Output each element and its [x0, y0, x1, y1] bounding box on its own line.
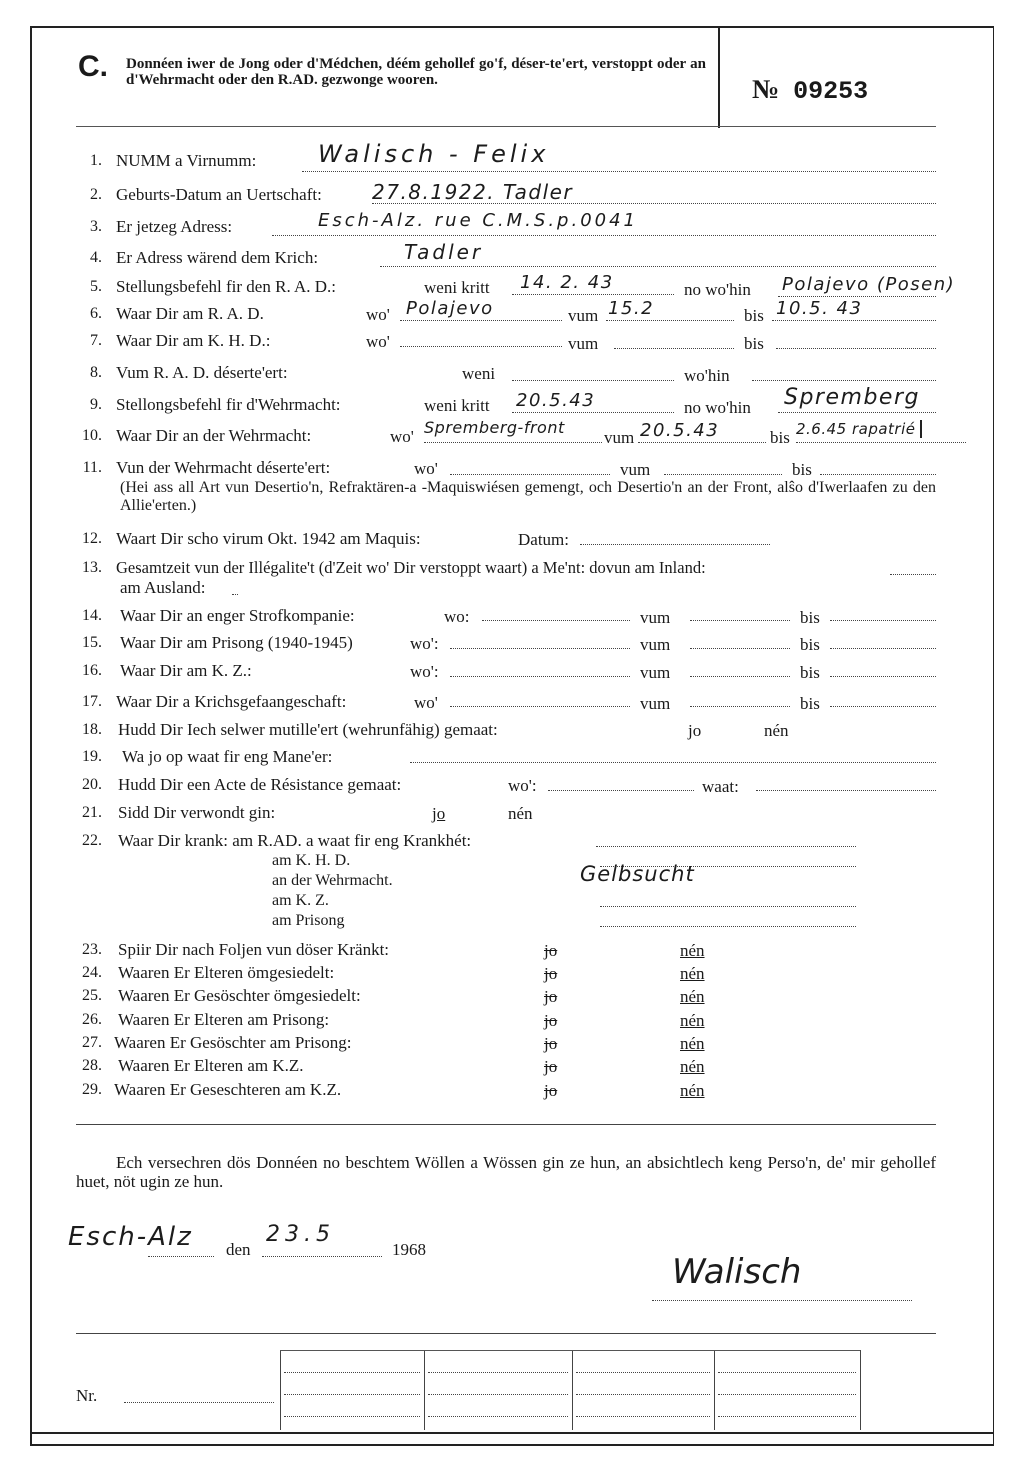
- row-number: 4.: [90, 249, 102, 266]
- field-value: 10.5. 43: [776, 298, 863, 319]
- bis-label: bis: [800, 663, 820, 682]
- footer-column-divider: [860, 1350, 861, 1430]
- footer-cell-line: [576, 1416, 710, 1417]
- section-letter: C.: [78, 50, 108, 83]
- den-label: den: [226, 1240, 251, 1259]
- footer-cell-line: [718, 1372, 856, 1373]
- option-jo-struck: jo: [544, 1011, 558, 1030]
- row-number: 21.: [82, 804, 102, 821]
- field-label-birth: Geburts-Datum an Uertschaft:: [116, 185, 322, 204]
- field-label: Waar Dir krank: am R.AD. a waat fir eng Krankhét:: [118, 831, 472, 850]
- waat-label: waat:: [702, 777, 739, 796]
- row-number: 25.: [82, 987, 102, 1004]
- wo-label: wo': [366, 332, 390, 351]
- header-rule: [76, 126, 936, 127]
- bis-label: bis: [792, 460, 812, 479]
- field-label: Waar Dir am K. H. D.:: [116, 331, 271, 350]
- field-line: [690, 648, 790, 649]
- field-line: [272, 235, 936, 236]
- vum-label: vum: [640, 635, 671, 654]
- field-value-address: Esch-Alz. rue C.M.S.p.0041: [318, 210, 639, 231]
- field-line: [232, 594, 238, 595]
- desertion-note: (Hei ass all Art vun Desertio'n, Refraktären-a -Maquiswiésen gemengt, och Desertio'n an der Front, alŝo d'Iwerlaafen zu den Allie'erten.): [120, 479, 936, 514]
- weni-label: weni: [462, 364, 496, 383]
- number-sign: №: [752, 74, 780, 104]
- field-value: Polajevo: [406, 298, 494, 319]
- field-value-war-address: Tadler: [404, 240, 484, 264]
- row-number: 20.: [82, 776, 102, 793]
- field-label: Gesamtzeit vun der Illégalite't (d'Zeit wo' Dir verstoppt waart) a Me'nt: dovun am Inland:: [116, 558, 706, 577]
- footer-bottom-rule: [30, 1432, 994, 1434]
- field-value: 2.6.45 rapatrié: [796, 420, 922, 438]
- field-label: Waaren Er Elteren am Prisong:: [118, 1010, 330, 1029]
- footer-cell-line: [428, 1416, 568, 1417]
- field-label-name: NUMM a Virnumm:: [116, 151, 257, 170]
- field-line: [450, 706, 630, 707]
- field-line: [664, 474, 782, 475]
- field-label: Waaren Er Gesöschter ömgesiedelt:: [118, 986, 361, 1005]
- field-value: 20.5.43: [516, 390, 596, 411]
- wo-label: wo': [390, 427, 414, 446]
- row-number: 3.: [90, 218, 102, 235]
- field-line: [756, 790, 936, 791]
- number-value: 09253: [793, 77, 869, 106]
- field-line: [776, 348, 936, 349]
- field-label: Waaren Er Elteren am K.Z.: [118, 1056, 304, 1075]
- vum-label: vum: [640, 663, 671, 682]
- section-divider: [76, 1124, 936, 1125]
- row-number: 24.: [82, 964, 102, 981]
- field-line: [778, 296, 936, 297]
- field-line: [606, 320, 734, 321]
- option-nen-selected: nén: [680, 941, 705, 960]
- row-number: 9.: [90, 396, 102, 413]
- illness-value: Gelbsucht: [580, 862, 695, 886]
- option-jo-struck: jo: [544, 941, 558, 960]
- field-line: [690, 620, 790, 621]
- field-label: Waar Dir an der Wehrmacht:: [116, 426, 312, 445]
- field-line: [450, 676, 630, 677]
- field-line: [262, 1256, 382, 1257]
- row-number: 27.: [82, 1034, 102, 1051]
- field-value: Spremberg: [784, 385, 920, 410]
- field-label: Waaren Er Elteren ömgesiedelt:: [118, 963, 335, 982]
- field-line: [778, 412, 936, 413]
- wo-label: wo': [414, 459, 438, 478]
- field-line: [512, 380, 674, 381]
- wo-label: wo':: [410, 662, 439, 681]
- footer-cell-line: [718, 1416, 856, 1417]
- row-number: 26.: [82, 1011, 102, 1028]
- row-number: 23.: [82, 941, 102, 958]
- field-line: [600, 926, 856, 927]
- vum-label: vum: [640, 694, 671, 713]
- field-line: [772, 320, 936, 321]
- weni-label: weni kritt: [424, 396, 490, 415]
- field-line: [830, 620, 936, 621]
- nr-line: [124, 1402, 274, 1403]
- field-label: Waart Dir scho virum Okt. 1942 am Maquis:: [116, 529, 421, 548]
- row-number: 11.: [82, 459, 102, 476]
- wo-label: wo':: [410, 634, 439, 653]
- option-jo-struck: jo: [544, 1081, 558, 1100]
- vum-label: vum: [568, 306, 599, 325]
- bis-label: bis: [770, 428, 790, 447]
- field-label: Hudd Dir Iech selwer mutille'ert (wehrunfähig) gemaat:: [118, 720, 498, 739]
- row-number: 29.: [82, 1081, 102, 1098]
- option-jo-struck: jo: [544, 1057, 558, 1076]
- field-value: Polajevo (Posen): [782, 274, 956, 295]
- field-label: Waar Dir a Krichsgefaangeschaft:: [116, 692, 347, 711]
- field-line: [830, 648, 936, 649]
- field-line: [596, 846, 856, 847]
- footer-cell-line: [576, 1372, 710, 1373]
- field-label: Stellongsbefehl fir d'Wehrmacht:: [116, 395, 341, 414]
- row-number: 12.: [82, 530, 102, 547]
- row-number: 15.: [82, 634, 102, 651]
- datum-label: Datum:: [518, 530, 569, 549]
- signature-autograph: Walisch: [672, 1252, 802, 1292]
- vum-label: vum: [568, 334, 599, 353]
- sub-label: an der Wehrmacht.: [272, 872, 393, 889]
- field-label: Vum R. A. D. déserte'ert:: [116, 363, 288, 382]
- field-line: [512, 294, 674, 295]
- field-label: Hudd Dir een Acte de Résistance gemaat:: [118, 775, 402, 794]
- footer-column-divider: [714, 1350, 715, 1430]
- field-line: [890, 574, 936, 575]
- field-value-birth: 27.8.1922. Tadler: [372, 180, 574, 204]
- field-label: Vun der Wehrmacht déserte'ert:: [116, 458, 331, 477]
- field-line: [410, 762, 936, 763]
- field-value: 14. 2. 43: [520, 272, 614, 293]
- field-line: [830, 706, 936, 707]
- footer-cell-line: [428, 1372, 568, 1373]
- header-divider: [718, 28, 720, 128]
- row-number: 6.: [90, 305, 102, 322]
- footer-column-divider: [280, 1350, 281, 1430]
- wohin-label: no wo'hin: [684, 280, 751, 299]
- option-nen: nén: [508, 804, 533, 823]
- wo-label: wo:: [444, 607, 470, 626]
- declaration-text: Ech versechren dös Donnéen no beschtem Wöllen a Wössen gin ze hun, an absichtlech keng Perso'n, de' mir gehollef huet, nöt ugin ze hun.: [76, 1153, 936, 1191]
- footer-cell-line: [428, 1394, 568, 1395]
- field-line: [638, 442, 766, 443]
- sub-label: am K. Z.: [272, 892, 329, 909]
- field-line: [580, 544, 770, 545]
- option-jo-selected: jo: [432, 804, 446, 823]
- field-label: Wa jo op waat fir eng Mane'er:: [122, 747, 333, 766]
- field-line: [690, 676, 790, 677]
- field-label: Waar Dir am Prisong (1940-1945): [120, 633, 353, 652]
- signature-year: 1968: [392, 1240, 426, 1259]
- vum-label: vum: [640, 608, 671, 627]
- bis-label: bis: [800, 608, 820, 627]
- option-jo-struck: jo: [544, 964, 558, 983]
- footer-cell-line: [284, 1372, 420, 1373]
- field-line: [424, 442, 602, 443]
- field-line: [450, 648, 630, 649]
- row-number: 7.: [90, 332, 102, 349]
- row-number: 13.: [82, 559, 102, 576]
- field-line: [752, 380, 936, 381]
- footer-rule: [76, 1333, 936, 1334]
- row-number: 1.: [90, 152, 102, 169]
- field-label-abroad: am Ausland:: [120, 578, 206, 597]
- row-number: 17.: [82, 693, 102, 710]
- option-jo-struck: jo: [544, 1034, 558, 1053]
- field-label: Sidd Dir verwondt gin:: [118, 803, 276, 822]
- footer-cell-line: [576, 1394, 710, 1395]
- field-label: Waar Dir am R. A. D.: [116, 304, 264, 323]
- signature-date: 23.5: [266, 1222, 335, 1247]
- nr-label: Nr.: [76, 1386, 98, 1405]
- document-number: [752, 74, 868, 106]
- field-line: [820, 474, 936, 475]
- row-number: 16.: [82, 662, 102, 679]
- option-nen: nén: [764, 721, 789, 740]
- field-label: Spiir Dir nach Foljen vun döser Kränkt:: [118, 940, 390, 959]
- field-value: 15.2: [608, 298, 655, 319]
- field-line: [400, 346, 562, 347]
- bis-label: bis: [800, 635, 820, 654]
- field-label-war-address: Er Adress wärend dem Krich:: [116, 248, 319, 267]
- footer-cell-line: [284, 1416, 420, 1417]
- option-jo: jo: [688, 721, 702, 740]
- option-jo-struck: jo: [544, 987, 558, 1006]
- footer-cell-line: [718, 1394, 856, 1395]
- row-number: 22.: [82, 832, 102, 849]
- row-number: 5.: [90, 278, 102, 295]
- field-line: [380, 266, 936, 267]
- option-nen-selected: nén: [680, 1034, 705, 1053]
- field-label-address: Er jetzeg Adress:: [116, 217, 233, 236]
- row-number: 18.: [82, 721, 102, 738]
- bis-label: bis: [744, 306, 764, 325]
- wohin-label: wo'hin: [684, 366, 730, 385]
- option-nen-selected: nén: [680, 987, 705, 1006]
- signature-line: [652, 1300, 912, 1301]
- sub-label: am K. H. D.: [272, 852, 351, 869]
- field-line: [548, 790, 694, 791]
- row-number: 28.: [82, 1057, 102, 1074]
- field-label: Waar Dir am K. Z.:: [120, 661, 252, 680]
- field-value: 20.5.43: [640, 420, 720, 441]
- wo-label: wo': [414, 693, 438, 712]
- field-line: [148, 1256, 214, 1257]
- bis-label: bis: [800, 694, 820, 713]
- footer-cell-line: [284, 1394, 420, 1395]
- field-label: Stellungsbefehl fir den R. A. D.:: [116, 277, 337, 296]
- footer-column-divider: [424, 1350, 425, 1430]
- footer-column-divider: [572, 1350, 573, 1430]
- footer-row-line: [280, 1350, 860, 1351]
- field-label: Waaren Er Geseschteren am K.Z.: [114, 1080, 342, 1099]
- field-line: [450, 474, 610, 475]
- field-line: [302, 171, 936, 172]
- field-line: [796, 442, 966, 443]
- option-nen-selected: nén: [680, 1057, 705, 1076]
- row-number: 2.: [90, 186, 102, 203]
- field-line: [400, 320, 562, 321]
- field-label: Waaren Er Gesöschter am Prisong:: [114, 1033, 352, 1052]
- field-line: [512, 412, 674, 413]
- field-value: Spremberg-front: [424, 418, 565, 437]
- field-line: [690, 706, 790, 707]
- option-nen-selected: nén: [680, 1011, 705, 1030]
- field-value-name: Walisch - Felix: [318, 140, 550, 168]
- field-line: [482, 620, 630, 621]
- bis-label: bis: [744, 334, 764, 353]
- wo-label: wo':: [508, 776, 537, 795]
- wohin-label: no wo'hin: [684, 398, 751, 417]
- form-title: Donnéen iwer de Jong oder d'Médchen, déém gehollef go'f, déser-te'ert, verstoppt oder an d'Wehrmacht oder den R.AD. gezwonge wooren.: [126, 56, 706, 88]
- row-number: 14.: [82, 607, 102, 624]
- row-number: 10.: [82, 427, 102, 444]
- signature-place: Esch-Alz: [68, 1222, 193, 1252]
- row-number: 19.: [82, 748, 102, 765]
- field-line: [600, 906, 856, 907]
- vum-label: vum: [620, 460, 651, 479]
- vum-label: vum: [604, 428, 635, 447]
- option-nen-selected: nén: [680, 964, 705, 983]
- field-line: [830, 676, 936, 677]
- weni-label: weni kritt: [424, 278, 490, 297]
- wo-label: wo': [366, 305, 390, 324]
- field-label: Waar Dir an enger Strofkompanie:: [120, 606, 355, 625]
- option-nen-selected: nén: [680, 1081, 705, 1100]
- field-line: [614, 348, 734, 349]
- row-number: 8.: [90, 364, 102, 381]
- sub-label: am Prisong: [272, 912, 345, 929]
